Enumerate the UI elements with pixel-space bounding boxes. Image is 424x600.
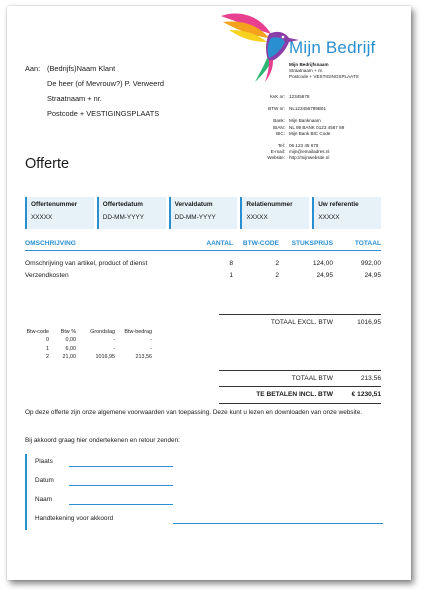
col-description: OMSCHRIJVING [25,240,76,247]
info-value: 06 123 45 678 [289,143,319,149]
info-value: mijn@emailadres.nl [289,149,330,155]
company-address [289,62,359,80]
line-items-table [25,240,381,282]
company-name: Mijn Bedrijfsnaam [289,62,329,67]
table-row: 0 0,00 - - [46,337,152,344]
quote-meta [25,197,381,229]
vat-header: Btw-code Btw % Grondslag Btw-bedrag [26,329,152,335]
meta-your-reference: Uw referentie XXXXX [312,197,381,229]
info-label: E-mail: [270,149,285,155]
info-value: NL 99 BANK 0123 4567 89 [289,124,345,130]
table-row: 2 21,00 1016,95 213,56 [46,353,152,360]
meta-quote-number: Offertenummer XXXXX [25,197,94,229]
info-label: Bank: [273,118,285,124]
info-label: BTW nr: [268,106,285,112]
total-incl-row: TE BETALEN INCL. BTW € 1230,51 [256,391,381,398]
company-city: Postcode + VESTIGINGSPLAATS [289,74,359,79]
company-info-labels [259,94,285,162]
col-unit-price: STUKSPRIJS [291,240,333,247]
info-value: http://mijnwebsite.nl [289,155,330,161]
info-value: NL123456789B01 [289,106,327,112]
total-vat-row: TOTAAL BTW 213,56 [291,375,381,382]
meta-relation-number: Relatienummer XXXXX [240,197,309,229]
company-street: Straatnaam + nr. [289,68,324,73]
info-value: Mijn Bank BIC Code [289,130,331,136]
company-info-values [289,94,389,162]
meta-expiry-date: Vervaldatum DD-MM-YYYY [169,197,238,229]
sign-intro: Bij akkoord graag hier ondertekenen en retour zenden: [25,437,180,444]
col-quantity: AANTAL [206,240,233,247]
incl-bottom-divider [219,403,381,404]
recipient-line: (Bedrijfs)Naam Klant [47,64,116,73]
date-label: Datum [35,477,54,484]
info-label: IBAN: [273,124,285,130]
meta-quote-date: Offertedatum DD-MM-YYYY [97,197,166,229]
info-label: Tel: [277,143,285,149]
terms-text: Op deze offerte zijn onze algemene voorwaarden van toepassing. Deze kunt u lezen en downloaden van onze website. [25,409,363,416]
table-row: Verzendkosten 1 2 24,95 24,95 [25,272,381,280]
vat-divider [219,370,381,371]
info-value: 12345678 [289,94,310,99]
brand-name: Mijn Bedrijf [289,38,376,57]
table-row: Omschrijving van artikel, product of dienst 8 2 124,00 992,00 [25,259,381,267]
name-line[interactable] [69,504,173,505]
recipient-address [25,61,164,121]
quote-document [7,6,411,580]
col-total: TOTAAL [354,240,381,247]
name-label: Naam [35,496,53,503]
info-label: BIC: [276,130,285,136]
document-title: Offerte [25,156,70,172]
signature-block [25,454,383,530]
total-incl-block [219,388,381,401]
recipient-line: Straatnaam + nr. [47,94,102,103]
totals-block [219,316,381,329]
recipient-label: Aan: [25,64,41,73]
table-row: 1 6,00 - - [46,345,152,352]
signature-line[interactable] [173,523,383,524]
date-line[interactable] [69,485,173,486]
incl-divider [219,386,381,387]
place-label: Plaats [35,458,53,465]
place-line[interactable] [69,466,173,467]
recipient-line: De heer (of Mevrouw?) P. Verweerd [47,79,164,88]
total-vat-block [219,372,381,385]
totals-top-divider [219,314,381,315]
col-vat-code: BTW-CODE [242,240,279,247]
info-label: Website: [267,155,285,161]
total-excl-row: TOTAAL EXCL. BTW 1016,95 [270,319,381,326]
recipient-line: Postcode + VESTIGINGSPLAATS [47,109,160,118]
signature-label: Handtekening voor akkoord [35,515,114,522]
info-label: KvK nr: [269,94,285,99]
line-items-header [25,240,381,251]
info-value: Mijn Banknaam [289,118,321,124]
vat-table [25,328,152,361]
